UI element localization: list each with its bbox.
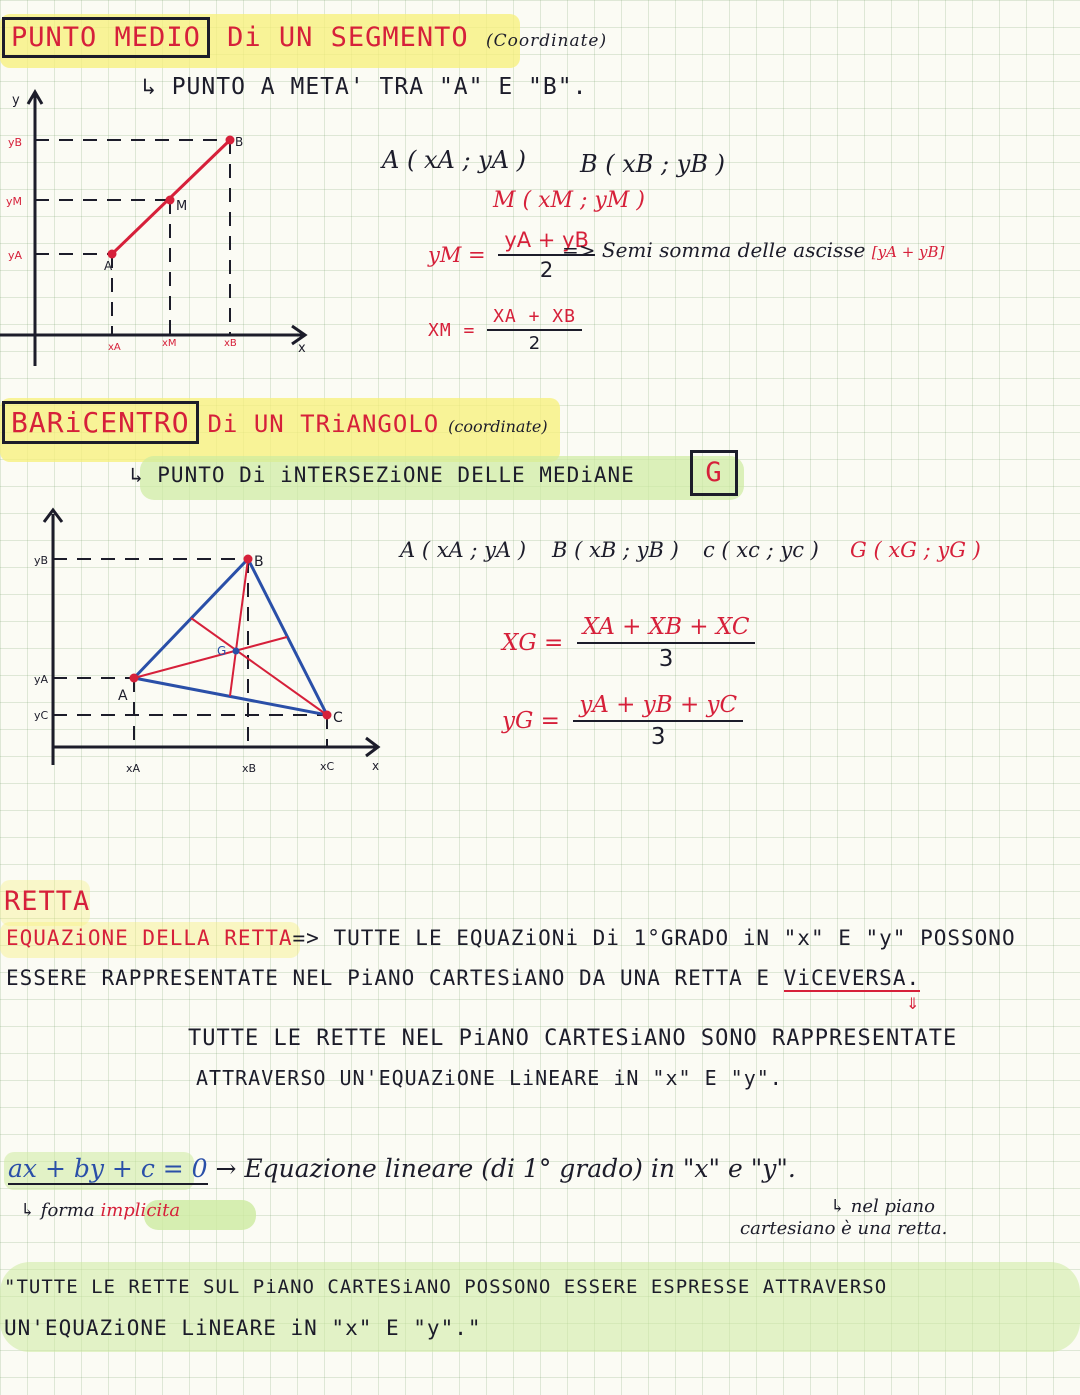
tick-label-xb2: xB	[242, 762, 257, 775]
midpoint-x-axis-label: x	[298, 341, 306, 356]
point-label-a: A	[104, 259, 113, 273]
yg-fraction	[573, 692, 743, 750]
quote-line-2: UN'EQUAZiONE LiNEARE iN "x" E "y"."	[4, 1316, 482, 1340]
implicit-eq: ax + by + c = 0	[8, 1154, 208, 1183]
centroid-graph	[20, 500, 400, 790]
midpoint-title-rest: Di UN	[227, 22, 314, 53]
xg-denominator: 3	[658, 646, 674, 672]
form-name: implicita	[100, 1200, 181, 1221]
centroid-coord-c: c ( xc ; yc )	[703, 538, 819, 562]
centroid-title-boxed: BARiCENTRO	[2, 401, 199, 444]
xm-numerator: XA + XB	[487, 306, 582, 331]
tick-label-xa2: xA	[126, 762, 141, 775]
equation-heading: EQUAZiONE DELLA RETTA	[6, 926, 293, 950]
point-a2	[130, 674, 139, 683]
line-statement-2	[6, 966, 920, 990]
yg-denominator: 3	[650, 724, 666, 750]
xm-fraction	[487, 306, 582, 354]
tick-label-ya2: yA	[34, 673, 49, 686]
point-b2	[244, 555, 253, 564]
midpoint-subtitle: ↳ PUNTO A META' TRA "A" E "B".	[142, 74, 588, 100]
centroid-coord-a: A ( xA ; yA )	[400, 538, 527, 562]
tick-label-xa: xA	[108, 342, 121, 353]
centroid-x-axis-label: x	[372, 759, 380, 773]
plane-note-1: ↳ nel piano	[830, 1196, 935, 1217]
statement-b: ESSERE RAPPRESENTATE NEL PiANO CARTESiANO DA UNA RETTA E	[6, 966, 771, 990]
implicit-eq-line	[8, 1154, 796, 1183]
xg-label: XG =	[502, 630, 564, 656]
tick-label-xm: xM	[162, 338, 177, 349]
line-statement-1	[6, 926, 1016, 950]
point-label-b: B	[235, 135, 244, 149]
centroid-title-note: (coordinate)	[448, 417, 548, 436]
tick-label-ya: yA	[8, 249, 23, 262]
point-g	[233, 648, 240, 655]
xg-fraction	[577, 614, 756, 672]
ym-label: yM =	[428, 243, 486, 267]
statement-a: => TUTTE LE EQUAZiONi Di 1°GRADO iN "x" E "y" POSSONO	[292, 926, 1016, 950]
centroid-coord-g: G ( xG ; yG )	[850, 538, 981, 562]
tick-label-yc2: yC	[34, 709, 49, 722]
form-label: ↳ forma	[20, 1200, 95, 1221]
centroid-subtitle: ↳ PUNTO Di iNTERSEZiONE DELLE MEDiANE	[130, 463, 635, 487]
point-label-c2: C	[333, 710, 343, 726]
line-title: RETTA	[4, 886, 91, 917]
vice-versa: ViCEVERSA.	[783, 966, 921, 990]
converse-arrow: ⇓	[906, 994, 920, 1013]
point-b	[226, 136, 235, 145]
tick-label-xb: xB	[224, 338, 237, 349]
xg-numerator: XA + XB + XC	[577, 614, 756, 644]
midpoint-y-axis-label: y	[12, 93, 20, 108]
centroid-coord-b: B ( xB ; yB )	[552, 538, 679, 562]
centroid-title-rest: Di UN TRiANGOLO	[207, 410, 440, 438]
midpoint-title-note: (Coordinate)	[485, 31, 608, 51]
ym-note-text: => Semi somma delle ascisse	[562, 238, 866, 262]
point-c2	[323, 711, 332, 720]
tick-label-yb2: yB	[34, 554, 49, 567]
point-a	[108, 250, 117, 259]
point-m	[166, 196, 175, 205]
implicit-desc: → Equazione lineare (di 1° grado) in "x" e "y".	[215, 1154, 796, 1183]
point-label-a2: A	[118, 688, 128, 704]
midpoint-graph	[0, 86, 330, 376]
yg-numerator: yA + yB + yC	[573, 692, 743, 722]
midpoint-coord-b: B ( xB ; yB )	[580, 150, 725, 178]
centroid-xg-formula	[502, 614, 755, 672]
midpoint-xm-formula	[428, 306, 582, 354]
point-label-g: G	[217, 644, 227, 658]
point-label-m: M	[176, 199, 188, 214]
midpoint-title-segmento: SEGMENTO	[330, 22, 469, 53]
converse-line-1: TUTTE LE RETTE NEL PiANO CARTESiANO SONO RAPPRESENTATE	[188, 1026, 958, 1051]
centroid-symbol: G	[690, 450, 738, 496]
ym-note-bracket: [yA + yB]	[871, 243, 945, 261]
quote-line-1: "TUTTE LE RETTE SUL PiANO CARTESiANO POSSONO ESSERE ESPRESSE ATTRAVERSO	[4, 1276, 888, 1298]
median-a	[134, 637, 287, 678]
ym-numerator: yA + yB	[498, 228, 595, 256]
implicit-form-note	[20, 1200, 180, 1221]
midpoint-coord-a: A ( xA ; yA )	[382, 146, 527, 174]
midpoint-title	[2, 22, 607, 53]
converse-line-2: ATTRAVERSO UN'EQUAZiONE LiNEARE iN "x" E "y".	[196, 1066, 783, 1090]
xm-denominator: 2	[528, 333, 541, 354]
centroid-title	[2, 406, 548, 439]
midpoint-title-punto-medio: PUNTO MEDIO	[2, 17, 210, 58]
median-b	[230, 559, 248, 696]
plane-note-2: cartesiano è una retta.	[740, 1218, 948, 1239]
tick-label-yb: yB	[8, 136, 23, 149]
yg-label: yG =	[502, 708, 560, 734]
xm-label: XM =	[428, 319, 476, 341]
ym-denominator: 2	[539, 258, 554, 282]
tick-label-ym: yM	[6, 195, 23, 208]
centroid-yg-formula	[502, 692, 743, 750]
midpoint-ym-note	[562, 238, 944, 262]
tick-label-xc2: xC	[320, 760, 335, 773]
point-label-b2: B	[254, 554, 264, 570]
midpoint-coord-m: M ( xM ; yM )	[493, 188, 645, 213]
